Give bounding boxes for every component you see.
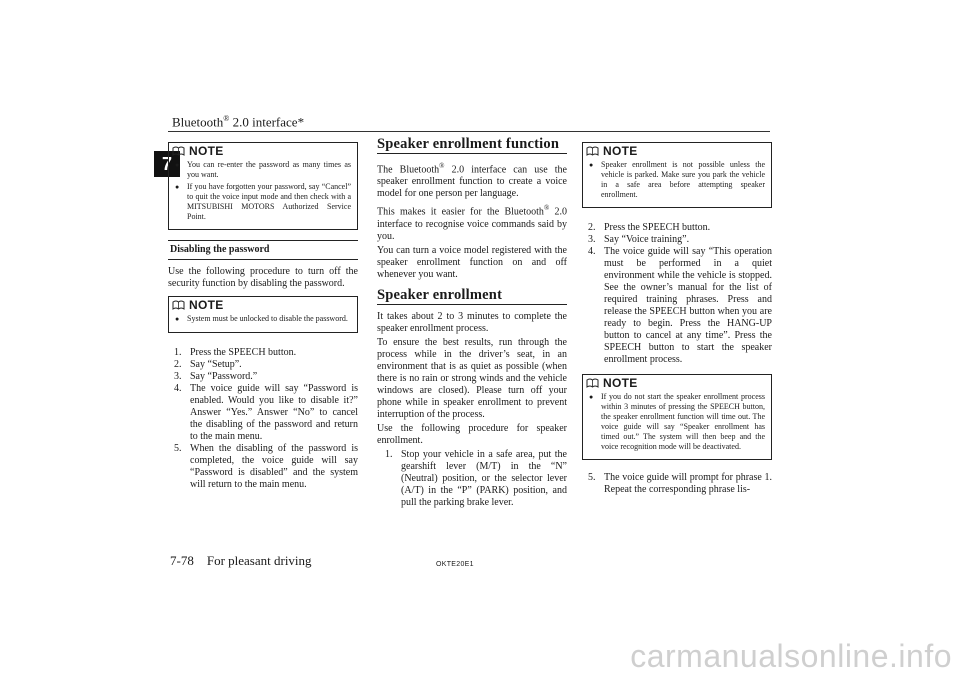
note-item: ● If you do not start the speaker enrollment process within 3 minutes of pressing the SPEECH button, the speaker enrollment function will time out. The voice guide will say “Speaker enrollment has timed out.” The system will then beep and the voice recognition mode will be deactivated. [589,392,765,451]
footer-section: For pleasant driving [206,553,312,568]
step-list [582,222,772,366]
list-item: 4. The voice guide will say “Password is enabled. Would you like to disable it?” Answer “Yes.” Answer “No” to cancel the disabling of the password and return to the main menu. [174,383,358,442]
page-number: 7-78 [170,553,194,568]
note-title: NOTE [603,144,638,158]
paragraph: You can turn a voice model registered with the speaker enrollment function on and off whenever you want. [377,244,567,280]
note-book-icon [172,300,185,310]
note-box [168,296,358,333]
header-title: Bluetooth [172,114,224,130]
bullet-icon: ● [589,162,594,169]
paragraph: The Bluetooth® 2.0 interface can use the speaker enrollment function to create a voice model for one person per language. [377,162,567,200]
document-code: OKTE20E1 [436,561,474,568]
section-title: Speaker enrollment [377,289,567,305]
note-item: ● System must be unlocked to disable the password. [175,314,348,323]
bullet-icon: ● [175,184,180,191]
chapter-tab: 7 [154,151,180,177]
running-header [172,114,304,130]
note-item: ● You can re-enter the password as many times as you want. [175,160,351,179]
column-2 [377,138,567,509]
list-item: 1. Stop your vehicle in a safe area, put the gearshift lever (M/T) in the “N” (Neutral) position, or the selector lever (A/T) in the “P” (PARK) position, and pull the parking brake lever. [385,448,567,508]
list-item: 1. Press the SPEECH button. [174,347,297,358]
step-list [168,347,358,491]
note-item: ● Speaker enrollment is not possible unless the vehicle is parked. Make sure you park the vehicle in a safe area before attempting speaker enrollment. [589,160,765,199]
list-item: 3. Say “Password.” [174,371,258,382]
header-registered-mark: ® [223,114,230,123]
list-item: 5. The voice guide will prompt for phrase 1. Repeat the corresponding phrase lis- [588,472,772,495]
page-footer [170,553,312,569]
subheading: Disabling the password [168,240,358,260]
column-1 [168,142,358,491]
paragraph: Use the following procedure to turn off the security function by disabling the password. [168,266,358,289]
list-item: 5. When the disabling of the password is completed, the voice guide will say “Password is disabled” and the system will return to the main menu. [174,443,358,490]
note-book-icon [586,146,599,156]
list-item: 3. Say “Voice training”. [588,234,690,245]
paragraph: It takes about 2 to 3 minutes to complete the speaker enrollment process. [377,310,567,334]
list-item: 2. Press the SPEECH button. [588,222,711,233]
list-item: 2. Say “Setup”. [174,359,242,370]
registered-mark: ® [439,162,445,170]
note-title: NOTE [603,376,638,390]
note-title: NOTE [189,144,224,158]
note-title: NOTE [189,298,224,312]
paragraph: Use the following procedure for speaker enrollment. [377,422,567,446]
paragraph: To ensure the best results, run through the process while in the driver’s seat, in an environment that is as quiet as possible (when there is no rain or strong winds and the vehicle windows are closed). Please turn off your phone while in speaker enrollment to prevent interruption of the process. [377,336,567,420]
note-box [168,142,358,230]
section-title: Speaker enrollment function [377,138,567,154]
header-rule [168,131,770,132]
note-item: ● If you have forgotten your password, say “Cancel” to quit the voice input mode and then check with a MITSUBISHI MOTORS Authorized Service Point. [175,182,351,221]
note-book-icon [586,378,599,388]
note-box [582,142,772,208]
note-box [582,374,772,460]
bullet-icon: ● [589,394,594,401]
column-3 [582,142,772,496]
list-item: 4. The voice guide will say “This operation must be performed in a quiet environment while the vehicle is stopped. See the owner’s manual for the list of required training phrases. Press and release the SPEECH button when you are ready to begin. Press the HANG-UP button to cancel at any time”. Press the SPEECH button to start the speaker enrollment process. [588,246,772,365]
bullet-icon: ● [175,316,180,323]
bullet-icon: ● [175,162,180,169]
registered-mark: ® [543,204,550,213]
note-book-icon [172,146,185,156]
watermark: carmanualsonline.info [630,638,952,674]
header-title-suffix: 2.0 interface* [229,114,305,130]
paragraph: This makes it easier for the Bluetooth® 2.0 interface to recognise voice commands said by you. [377,204,567,242]
